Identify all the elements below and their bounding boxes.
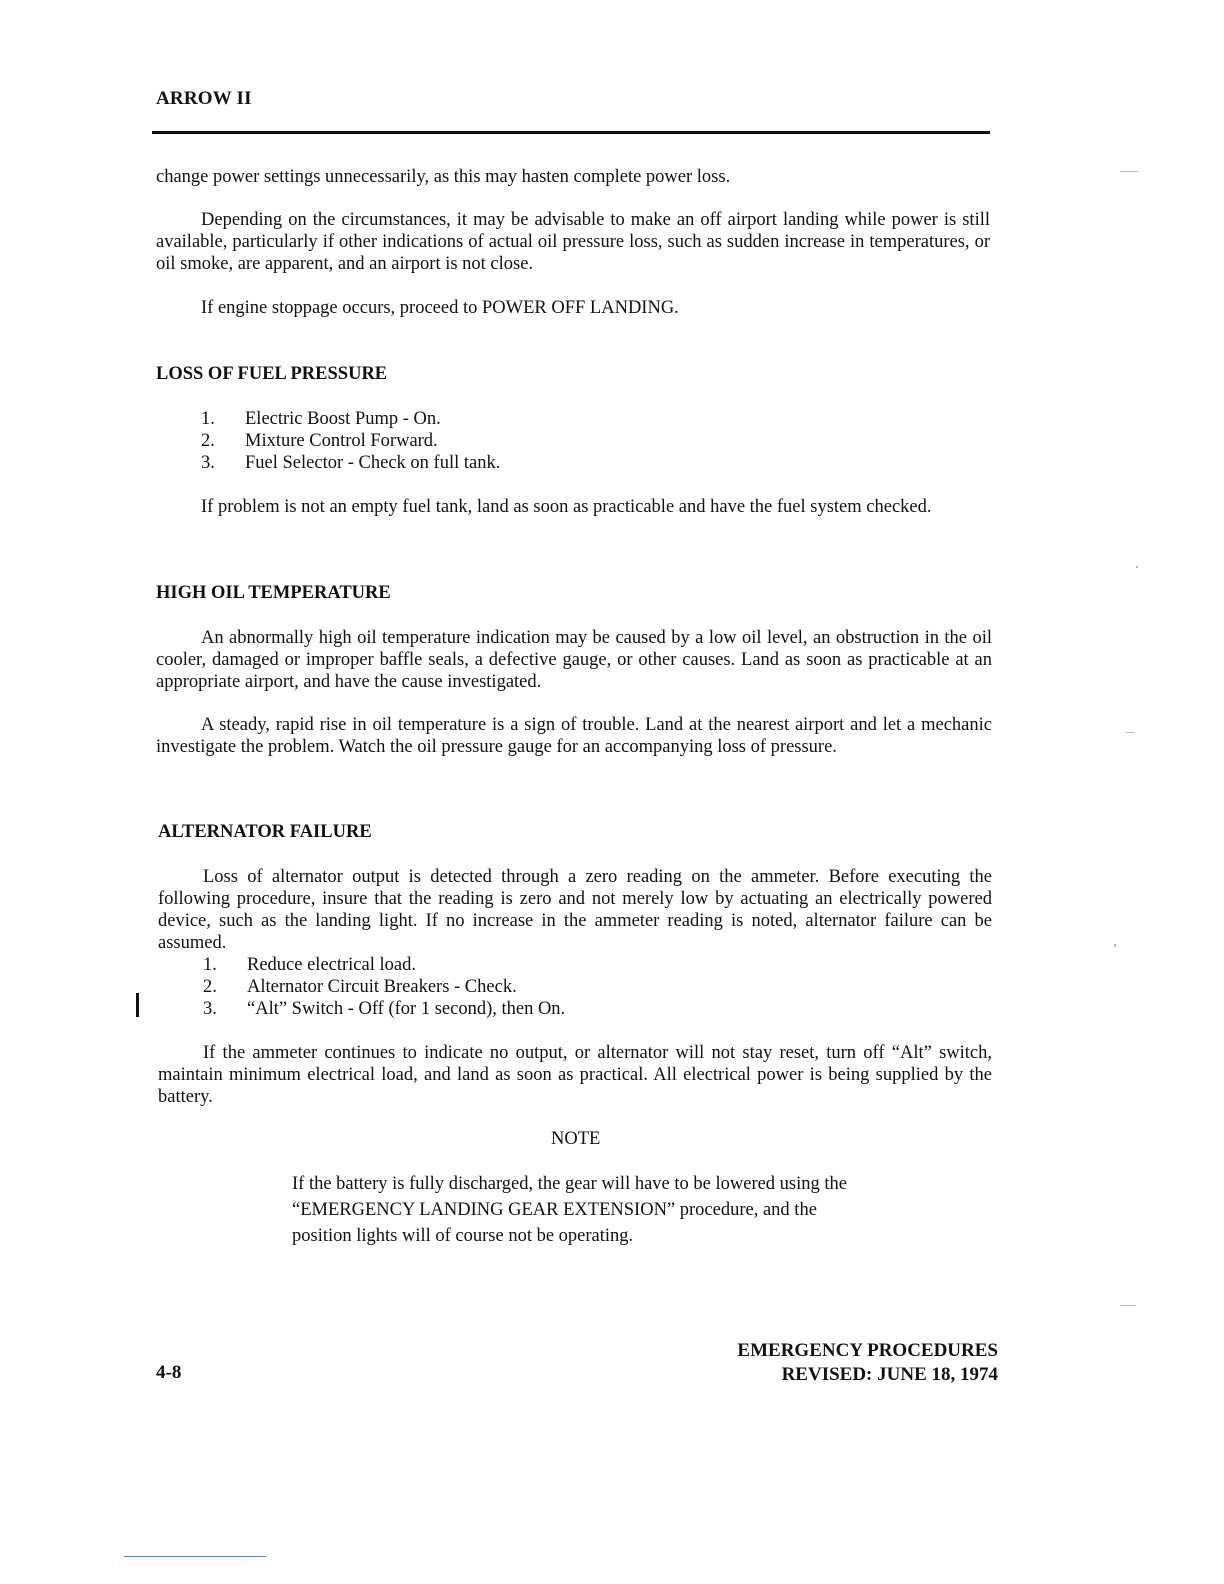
section-heading-alternator: ALTERNATOR FAILURE <box>158 822 372 842</box>
fuel-pressure-steps <box>201 408 500 474</box>
page-number: 4-8 <box>156 1362 182 1383</box>
list-item: 1. Reduce electrical load. <box>203 955 416 975</box>
list-item: 2. Mixture Control Forward. <box>201 431 438 451</box>
revision-change-bar <box>136 993 139 1017</box>
list-item: 2. Alternator Circuit Breakers - Check. <box>203 977 517 997</box>
list-item: 1. Electric Boost Pump - On. <box>201 409 441 429</box>
footer-revised-date: REVISED: JUNE 18, 1974 <box>781 1364 998 1385</box>
fuel-pressure-paragraph: If problem is not an empty fuel tank, land as soon as practicable and have the fuel system checked. <box>201 497 932 517</box>
page-header-title: ARROW II <box>156 88 252 109</box>
scan-mark <box>1136 566 1138 568</box>
alternator-paragraph-2: If the ammeter continues to indicate no output, or alternator will not stay reset, turn off “Alt” switch, maintain minimum electrical load, and land as soon as practical. All electrical power is being supplied by the battery. <box>158 1043 992 1107</box>
section-heading-fuel-pressure: LOSS OF FUEL PRESSURE <box>156 364 388 384</box>
scan-mark <box>1126 732 1134 733</box>
scan-mark <box>1120 171 1138 172</box>
list-item: 3. “Alt” Switch - Off (for 1 second), then On. <box>203 999 566 1019</box>
scan-mark <box>124 1556 266 1557</box>
intro-paragraph-2: Depending on the circumstances, it may be advisable to make an off airport landing while power is still available, particularly if other indications of actual oil pressure loss, such as sudden increase in temperatures, or oil smoke, are apparent, and an airport is not close. <box>156 210 990 274</box>
note-title: NOTE <box>551 1129 601 1149</box>
list-item: 3. Fuel Selector - Check on full tank. <box>201 453 501 473</box>
oil-temperature-paragraph-1: An abnormally high oil temperature indication may be caused by a low oil level, an obstruction in the oil cooler, damaged or improper baffle seals, a defective gauge, or other causes. Land as soon as practicable at an appropriate airport, and have the cause investigated. <box>156 628 992 692</box>
section-heading-oil-temperature: HIGH OIL TEMPERATURE <box>156 583 391 603</box>
scan-mark <box>1114 944 1116 947</box>
oil-temperature-paragraph-2: A steady, rapid rise in oil temperature is a sign of trouble. Land at the nearest airport and let a mechanic investigate the problem. Watch the oil pressure gauge for an accompanying loss of pressure. <box>156 715 992 757</box>
scan-mark <box>1120 1305 1136 1306</box>
footer-section <box>737 1339 998 1387</box>
alternator-steps <box>203 954 565 1020</box>
intro-paragraph-3: If engine stoppage occurs, proceed to POWER OFF LANDING. <box>201 298 679 318</box>
note-body: If the battery is fully discharged, the gear will have to be lowered using the “EMERGENCY LANDING GEAR EXTENSION” procedure, and the position lights will of course not be operating. <box>292 1174 847 1246</box>
footer-section-title: EMERGENCY PROCEDURES <box>737 1340 998 1361</box>
intro-paragraph-1: change power settings unnecessarily, as this may hasten complete power loss. <box>156 167 731 187</box>
alternator-paragraph-1: Loss of alternator output is detected through a zero reading on the ammeter. Before executing the following procedure, insure that the reading is zero and not merely low by actuating an electrically powered device, such as the landing light. If no increase in the ammeter reading is noted, alternator failure can be assumed. <box>158 867 992 953</box>
header-rule <box>152 131 990 134</box>
